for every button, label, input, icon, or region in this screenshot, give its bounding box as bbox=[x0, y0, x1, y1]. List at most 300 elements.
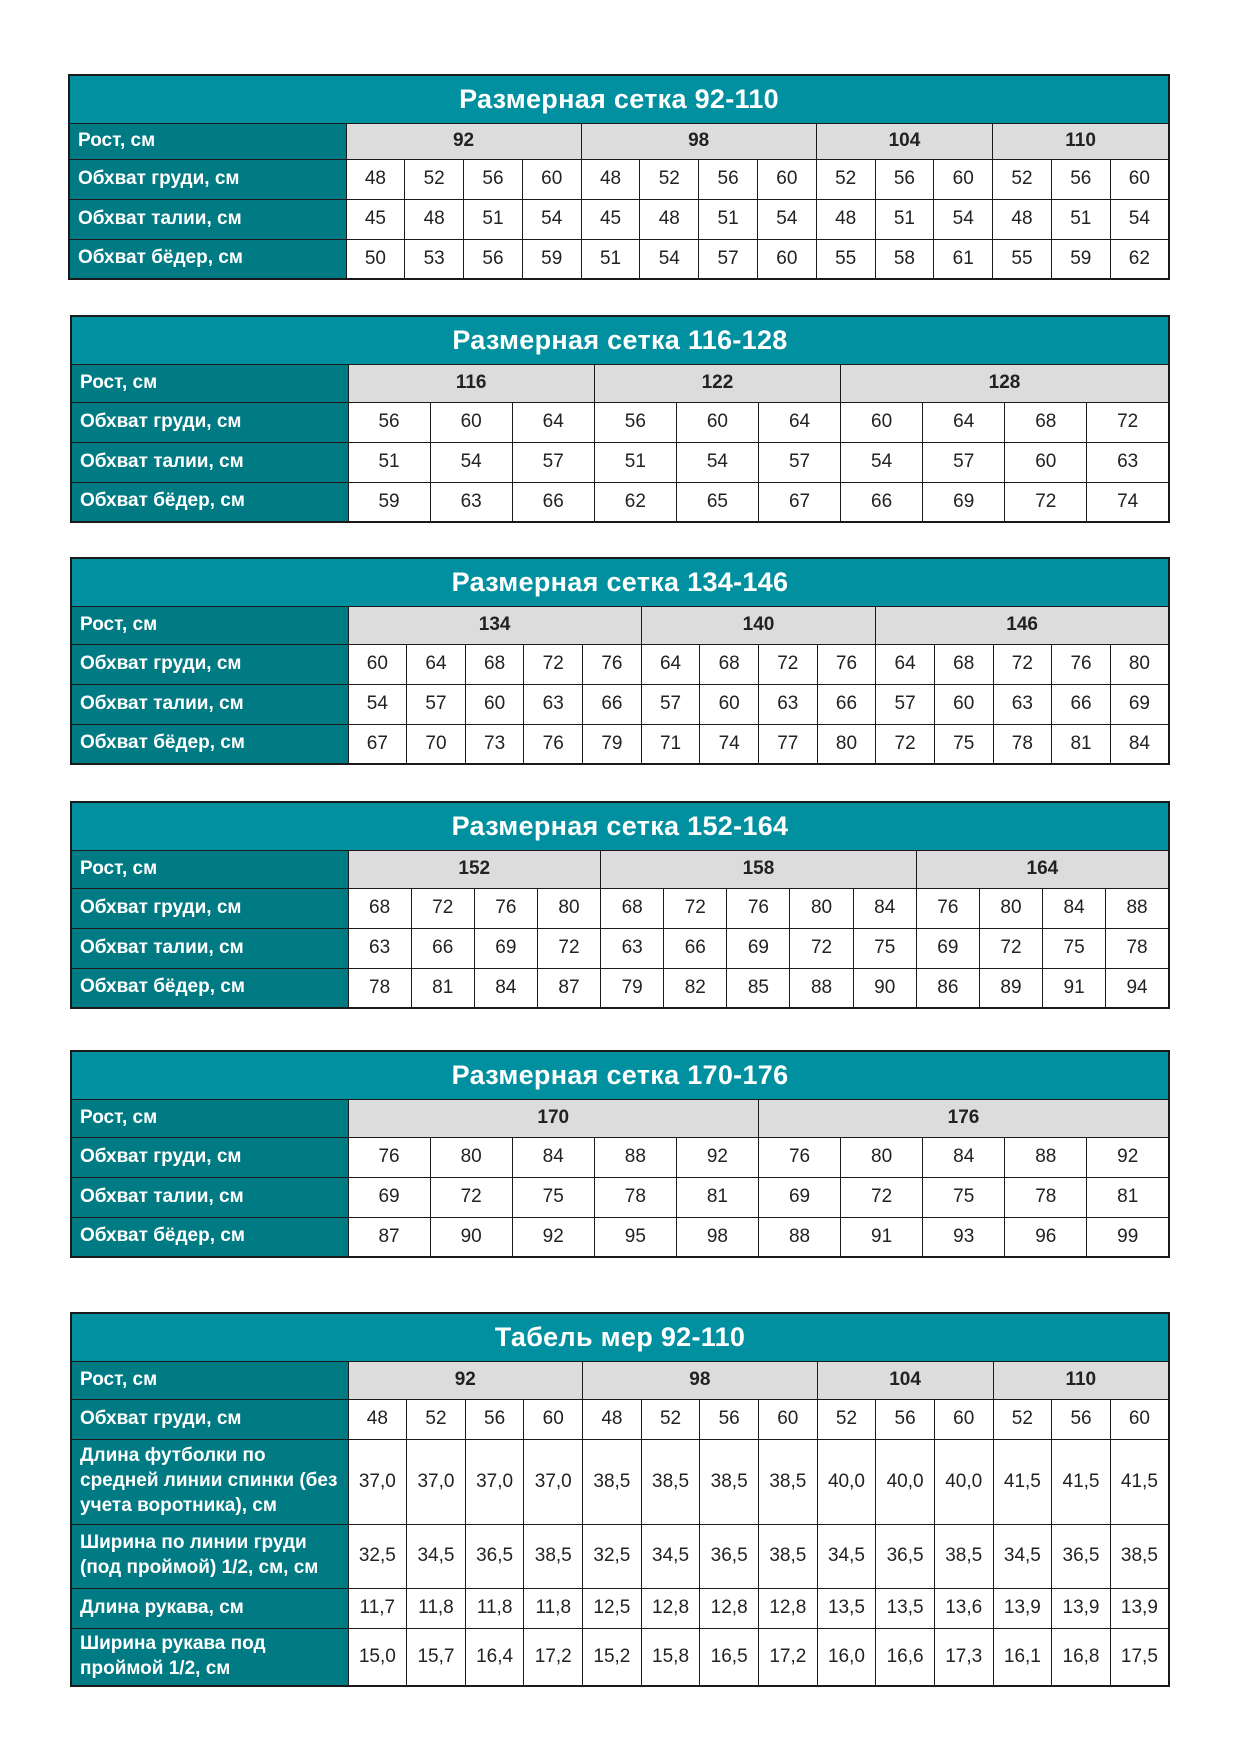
measurement-cell: 90 bbox=[430, 1217, 512, 1257]
measurement-cell: 54 bbox=[430, 442, 512, 482]
row-label: Обхват груди, см bbox=[69, 159, 346, 199]
measurement-cell: 38,5 bbox=[758, 1524, 817, 1588]
measurement-cell: 54 bbox=[1110, 199, 1169, 239]
measurement-cell: 63 bbox=[524, 684, 583, 724]
table-row bbox=[71, 1099, 1169, 1137]
measurement-cell: 56 bbox=[465, 1399, 524, 1439]
measurement-cell: 37,0 bbox=[524, 1439, 583, 1524]
measurement-cell: 60 bbox=[700, 684, 759, 724]
measurement-cell: 48 bbox=[346, 159, 405, 199]
measurement-cell: 38,5 bbox=[934, 1524, 993, 1588]
measurement-cell: 68 bbox=[348, 888, 411, 928]
measurement-cell: 54 bbox=[676, 442, 758, 482]
table-title: Размерная сетка 92-110 bbox=[69, 75, 1169, 123]
table-title: Размерная сетка 116-128 bbox=[71, 316, 1169, 364]
row-label: Рост, см bbox=[71, 1099, 348, 1137]
table-row bbox=[69, 123, 1169, 159]
measurement-cell: 77 bbox=[758, 724, 817, 764]
measurement-cell: 63 bbox=[758, 684, 817, 724]
measurement-cell: 67 bbox=[348, 724, 407, 764]
measurement-cell: 76 bbox=[916, 888, 979, 928]
measurement-cell: 78 bbox=[1106, 928, 1169, 968]
measurement-cell: 75 bbox=[853, 928, 916, 968]
height-header: 134 bbox=[348, 606, 641, 644]
measurement-cell: 84 bbox=[474, 968, 537, 1008]
measurement-cell: 88 bbox=[1106, 888, 1169, 928]
measurement-cell: 69 bbox=[916, 928, 979, 968]
measurement-cell: 88 bbox=[790, 968, 853, 1008]
measurement-cell: 36,5 bbox=[465, 1524, 524, 1588]
row-label: Ширина по линии груди (под проймой) 1/2, см, см bbox=[71, 1524, 348, 1588]
measurement-cell: 79 bbox=[583, 724, 642, 764]
measurement-cell: 57 bbox=[407, 684, 466, 724]
measurement-cell: 53 bbox=[405, 239, 464, 279]
measurement-cell: 60 bbox=[430, 402, 512, 442]
measurement-cell: 12,8 bbox=[758, 1588, 817, 1628]
measurement-cell: 66 bbox=[411, 928, 474, 968]
measurement-cell: 17,5 bbox=[1110, 1628, 1169, 1686]
measurement-cell: 37,0 bbox=[348, 1439, 407, 1524]
measurement-cell: 12,5 bbox=[583, 1588, 642, 1628]
measurement-cell: 32,5 bbox=[583, 1524, 642, 1588]
measurement-cell: 66 bbox=[512, 482, 594, 522]
measurement-cell: 84 bbox=[853, 888, 916, 928]
measurement-cell: 56 bbox=[1052, 1399, 1111, 1439]
measurement-cell: 11,8 bbox=[407, 1588, 466, 1628]
table-title: Размерная сетка 170-176 bbox=[71, 1051, 1169, 1099]
measurement-cell: 61 bbox=[934, 239, 993, 279]
measurement-cell: 15,2 bbox=[583, 1628, 642, 1686]
measurement-cell: 52 bbox=[816, 159, 875, 199]
measurement-cell: 37,0 bbox=[465, 1439, 524, 1524]
measurement-cell: 88 bbox=[1005, 1137, 1087, 1177]
measurement-cell: 72 bbox=[537, 928, 600, 968]
measurement-cell: 38,5 bbox=[583, 1439, 642, 1524]
measurement-cell: 54 bbox=[522, 199, 581, 239]
measurement-cell: 52 bbox=[640, 159, 699, 199]
measurement-cell: 52 bbox=[817, 1399, 876, 1439]
measurement-cell: 13,9 bbox=[1110, 1588, 1169, 1628]
measurement-cell: 72 bbox=[524, 644, 583, 684]
measurement-cell: 48 bbox=[816, 199, 875, 239]
measurement-cell: 68 bbox=[700, 644, 759, 684]
measurement-cell: 51 bbox=[464, 199, 523, 239]
measurement-cell: 69 bbox=[727, 928, 790, 968]
row-label: Рост, см bbox=[71, 606, 348, 644]
measurement-cell: 93 bbox=[923, 1217, 1005, 1257]
table-row bbox=[71, 402, 1169, 442]
measurement-cell: 54 bbox=[841, 442, 923, 482]
height-header: 170 bbox=[348, 1099, 758, 1137]
table-row bbox=[71, 928, 1169, 968]
measurement-cell: 15,8 bbox=[641, 1628, 700, 1686]
height-header: 140 bbox=[641, 606, 876, 644]
measurement-cell: 34,5 bbox=[407, 1524, 466, 1588]
measurement-cell: 91 bbox=[841, 1217, 923, 1257]
measurement-cell: 51 bbox=[699, 199, 758, 239]
measurement-cell: 80 bbox=[1110, 644, 1169, 684]
measurement-cell: 80 bbox=[790, 888, 853, 928]
measurement-cell: 11,7 bbox=[348, 1588, 407, 1628]
measurement-cell: 72 bbox=[758, 644, 817, 684]
measurement-cell: 64 bbox=[407, 644, 466, 684]
measurement-cell: 92 bbox=[1087, 1137, 1169, 1177]
measurement-cell: 16,1 bbox=[993, 1628, 1052, 1686]
measurement-cell: 51 bbox=[875, 199, 934, 239]
measurement-cell: 63 bbox=[601, 928, 664, 968]
measurement-cell: 76 bbox=[348, 1137, 430, 1177]
measurement-cell: 50 bbox=[346, 239, 405, 279]
measurement-cell: 32,5 bbox=[348, 1524, 407, 1588]
measurement-cell: 81 bbox=[1052, 724, 1111, 764]
row-label: Обхват груди, см bbox=[71, 644, 348, 684]
measurement-cell: 63 bbox=[993, 684, 1052, 724]
measurement-cell: 51 bbox=[1051, 199, 1110, 239]
table-row bbox=[71, 442, 1169, 482]
measurement-cell: 84 bbox=[923, 1137, 1005, 1177]
table-row bbox=[71, 482, 1169, 522]
measurement-cell: 69 bbox=[474, 928, 537, 968]
measurement-cell: 92 bbox=[512, 1217, 594, 1257]
measurement-cell: 64 bbox=[512, 402, 594, 442]
table-row bbox=[69, 239, 1169, 279]
measurement-cell: 52 bbox=[641, 1399, 700, 1439]
height-header: 176 bbox=[758, 1099, 1169, 1137]
measurement-cell: 88 bbox=[594, 1137, 676, 1177]
measurement-cell: 15,0 bbox=[348, 1628, 407, 1686]
measurement-cell: 12,8 bbox=[641, 1588, 700, 1628]
measurement-cell: 81 bbox=[676, 1177, 758, 1217]
measurement-cell: 69 bbox=[923, 482, 1005, 522]
measurement-cell: 64 bbox=[758, 402, 840, 442]
size-table-1 bbox=[68, 74, 1170, 280]
measurement-cell: 56 bbox=[464, 159, 523, 199]
measurement-cell: 72 bbox=[790, 928, 853, 968]
measurement-cell: 68 bbox=[601, 888, 664, 928]
measurement-cell: 66 bbox=[583, 684, 642, 724]
height-header: 92 bbox=[348, 1361, 583, 1399]
measurement-cell: 11,8 bbox=[465, 1588, 524, 1628]
measurement-cell: 16,0 bbox=[817, 1628, 876, 1686]
table-row bbox=[71, 1177, 1169, 1217]
measurement-cell: 86 bbox=[916, 968, 979, 1008]
measurement-cell: 56 bbox=[699, 159, 758, 199]
measurement-cell: 17,2 bbox=[524, 1628, 583, 1686]
measurement-cell: 64 bbox=[923, 402, 1005, 442]
measurement-cell: 52 bbox=[405, 159, 464, 199]
row-label: Обхват груди, см bbox=[71, 888, 348, 928]
table-row bbox=[71, 1439, 1169, 1524]
measurement-cell: 16,4 bbox=[465, 1628, 524, 1686]
measurement-cell: 11,8 bbox=[524, 1588, 583, 1628]
measurement-cell: 56 bbox=[700, 1399, 759, 1439]
measurement-cell: 16,8 bbox=[1052, 1628, 1111, 1686]
measurement-cell: 62 bbox=[594, 482, 676, 522]
table-row bbox=[71, 1524, 1169, 1588]
measurement-cell: 57 bbox=[923, 442, 1005, 482]
measurement-cell: 34,5 bbox=[817, 1524, 876, 1588]
measurement-cell: 48 bbox=[405, 199, 464, 239]
measurement-cell: 76 bbox=[583, 644, 642, 684]
height-header: 122 bbox=[594, 364, 840, 402]
measurement-cell: 36,5 bbox=[1052, 1524, 1111, 1588]
table-title: Размерная сетка 134-146 bbox=[71, 558, 1169, 606]
measurement-cell: 38,5 bbox=[524, 1524, 583, 1588]
measurement-cell: 38,5 bbox=[758, 1439, 817, 1524]
measurement-cell: 72 bbox=[430, 1177, 512, 1217]
height-header: 98 bbox=[583, 1361, 818, 1399]
measurement-cell: 78 bbox=[348, 968, 411, 1008]
row-label: Рост, см bbox=[71, 364, 348, 402]
measurement-cell: 60 bbox=[934, 1399, 993, 1439]
measurement-cell: 41,5 bbox=[1110, 1439, 1169, 1524]
measurement-cell: 87 bbox=[537, 968, 600, 1008]
measurement-cell: 60 bbox=[524, 1399, 583, 1439]
measurement-cell: 55 bbox=[816, 239, 875, 279]
measurement-cell: 52 bbox=[993, 159, 1052, 199]
measurement-cell: 40,0 bbox=[876, 1439, 935, 1524]
row-label: Обхват талии, см bbox=[71, 684, 348, 724]
measurement-cell: 60 bbox=[465, 684, 524, 724]
measurement-cell: 60 bbox=[348, 644, 407, 684]
measurement-cell: 13,6 bbox=[934, 1588, 993, 1628]
measurement-cell: 64 bbox=[876, 644, 935, 684]
measurement-cell: 13,9 bbox=[1052, 1588, 1111, 1628]
row-label: Обхват бёдер, см bbox=[71, 724, 348, 764]
measurement-cell: 80 bbox=[537, 888, 600, 928]
measurement-cell: 76 bbox=[727, 888, 790, 928]
measurement-cell: 57 bbox=[758, 442, 840, 482]
measurement-cell: 38,5 bbox=[641, 1439, 700, 1524]
measurement-cell: 76 bbox=[817, 644, 876, 684]
table-row bbox=[71, 888, 1169, 928]
measurement-cell: 56 bbox=[875, 159, 934, 199]
measurement-cell: 80 bbox=[817, 724, 876, 764]
measurement-cell: 58 bbox=[875, 239, 934, 279]
measurement-cell: 34,5 bbox=[993, 1524, 1052, 1588]
table-row bbox=[71, 1217, 1169, 1257]
measurement-cell: 60 bbox=[757, 159, 816, 199]
measurement-cell: 69 bbox=[1110, 684, 1169, 724]
measurement-cell: 85 bbox=[727, 968, 790, 1008]
row-label: Длина футболки по средней линии спинки (без учета воротника), см bbox=[71, 1439, 348, 1524]
row-label: Рост, см bbox=[71, 1361, 348, 1399]
table-row bbox=[71, 684, 1169, 724]
measurement-cell: 37,0 bbox=[407, 1439, 466, 1524]
measurement-cell: 48 bbox=[583, 1399, 642, 1439]
table-title: Табель мер 92-110 bbox=[71, 1313, 1169, 1361]
size-table-6 bbox=[70, 1312, 1170, 1687]
table-row bbox=[71, 850, 1169, 888]
row-label: Обхват талии, см bbox=[71, 928, 348, 968]
measurement-cell: 60 bbox=[934, 684, 993, 724]
measurement-cell: 13,5 bbox=[817, 1588, 876, 1628]
measurement-cell: 74 bbox=[700, 724, 759, 764]
measurement-cell: 57 bbox=[876, 684, 935, 724]
measurement-cell: 76 bbox=[758, 1137, 840, 1177]
height-header: 152 bbox=[348, 850, 601, 888]
measurement-cell: 71 bbox=[641, 724, 700, 764]
row-label: Обхват талии, см bbox=[69, 199, 346, 239]
table-row bbox=[71, 1137, 1169, 1177]
row-label: Обхват бёдер, см bbox=[71, 482, 348, 522]
measurement-cell: 45 bbox=[581, 199, 640, 239]
measurement-cell: 72 bbox=[979, 928, 1042, 968]
row-label: Обхват талии, см bbox=[71, 442, 348, 482]
measurement-cell: 51 bbox=[581, 239, 640, 279]
measurement-cell: 68 bbox=[1005, 402, 1087, 442]
measurement-cell: 40,0 bbox=[817, 1439, 876, 1524]
measurement-cell: 48 bbox=[993, 199, 1052, 239]
measurement-cell: 78 bbox=[993, 724, 1052, 764]
measurement-cell: 13,9 bbox=[993, 1588, 1052, 1628]
table-row bbox=[71, 1361, 1169, 1399]
table-row bbox=[71, 968, 1169, 1008]
measurement-cell: 75 bbox=[934, 724, 993, 764]
measurement-cell: 16,6 bbox=[876, 1628, 935, 1686]
measurement-cell: 12,8 bbox=[700, 1588, 759, 1628]
measurement-cell: 57 bbox=[512, 442, 594, 482]
measurement-cell: 72 bbox=[411, 888, 474, 928]
measurement-cell: 68 bbox=[934, 644, 993, 684]
measurement-cell: 60 bbox=[1110, 159, 1169, 199]
measurement-cell: 64 bbox=[641, 644, 700, 684]
row-label: Обхват груди, см bbox=[71, 402, 348, 442]
measurement-cell: 69 bbox=[348, 1177, 430, 1217]
measurement-cell: 56 bbox=[348, 402, 430, 442]
measurement-cell: 88 bbox=[758, 1217, 840, 1257]
measurement-cell: 72 bbox=[664, 888, 727, 928]
row-label: Рост, см bbox=[71, 850, 348, 888]
measurement-cell: 67 bbox=[758, 482, 840, 522]
table-row bbox=[71, 724, 1169, 764]
row-label: Обхват талии, см bbox=[71, 1177, 348, 1217]
measurement-cell: 56 bbox=[1051, 159, 1110, 199]
measurement-cell: 68 bbox=[465, 644, 524, 684]
measurement-cell: 91 bbox=[1043, 968, 1106, 1008]
measurement-cell: 78 bbox=[1005, 1177, 1087, 1217]
row-label: Обхват бёдер, см bbox=[71, 1217, 348, 1257]
measurement-cell: 70 bbox=[407, 724, 466, 764]
measurement-cell: 94 bbox=[1106, 968, 1169, 1008]
measurement-cell: 66 bbox=[817, 684, 876, 724]
measurement-cell: 80 bbox=[841, 1137, 923, 1177]
measurement-cell: 59 bbox=[522, 239, 581, 279]
row-label: Обхват бёдер, см bbox=[71, 968, 348, 1008]
height-header: 116 bbox=[348, 364, 594, 402]
measurement-cell: 66 bbox=[841, 482, 923, 522]
measurement-cell: 74 bbox=[1087, 482, 1169, 522]
height-header: 128 bbox=[841, 364, 1169, 402]
height-header: 110 bbox=[993, 1361, 1169, 1399]
measurement-cell: 72 bbox=[841, 1177, 923, 1217]
size-table-2 bbox=[70, 315, 1170, 523]
measurement-cell: 57 bbox=[699, 239, 758, 279]
measurement-cell: 51 bbox=[348, 442, 430, 482]
table-row bbox=[69, 159, 1169, 199]
measurement-cell: 72 bbox=[1087, 402, 1169, 442]
measurement-cell: 84 bbox=[1043, 888, 1106, 928]
measurement-cell: 60 bbox=[676, 402, 758, 442]
measurement-cell: 51 bbox=[594, 442, 676, 482]
measurement-cell: 48 bbox=[581, 159, 640, 199]
measurement-cell: 66 bbox=[1052, 684, 1111, 724]
measurement-cell: 76 bbox=[474, 888, 537, 928]
measurement-cell: 60 bbox=[841, 402, 923, 442]
height-header: 98 bbox=[581, 123, 816, 159]
measurement-cell: 80 bbox=[979, 888, 1042, 928]
measurement-cell: 41,5 bbox=[993, 1439, 1052, 1524]
measurement-cell: 36,5 bbox=[700, 1524, 759, 1588]
measurement-cell: 79 bbox=[601, 968, 664, 1008]
measurement-cell: 73 bbox=[465, 724, 524, 764]
measurement-cell: 65 bbox=[676, 482, 758, 522]
measurement-cell: 48 bbox=[640, 199, 699, 239]
row-label: Обхват груди, см bbox=[71, 1137, 348, 1177]
row-label: Рост, см bbox=[69, 123, 346, 159]
measurement-cell: 56 bbox=[594, 402, 676, 442]
measurement-cell: 75 bbox=[1043, 928, 1106, 968]
measurement-cell: 96 bbox=[1005, 1217, 1087, 1257]
measurement-cell: 99 bbox=[1087, 1217, 1169, 1257]
height-header: 158 bbox=[601, 850, 917, 888]
measurement-cell: 17,3 bbox=[934, 1628, 993, 1686]
measurement-cell: 81 bbox=[1087, 1177, 1169, 1217]
measurement-cell: 62 bbox=[1110, 239, 1169, 279]
measurement-cell: 13,5 bbox=[876, 1588, 935, 1628]
measurement-cell: 60 bbox=[1005, 442, 1087, 482]
row-label: Длина рукава, см bbox=[71, 1588, 348, 1628]
measurement-cell: 89 bbox=[979, 968, 1042, 1008]
measurement-cell: 54 bbox=[757, 199, 816, 239]
table-title: Размерная сетка 152-164 bbox=[71, 802, 1169, 850]
measurement-cell: 60 bbox=[758, 1399, 817, 1439]
measurement-cell: 48 bbox=[348, 1399, 407, 1439]
measurement-cell: 81 bbox=[411, 968, 474, 1008]
size-table-3 bbox=[70, 557, 1170, 765]
measurement-cell: 54 bbox=[934, 199, 993, 239]
measurement-cell: 63 bbox=[1087, 442, 1169, 482]
measurement-cell: 41,5 bbox=[1052, 1439, 1111, 1524]
measurement-cell: 84 bbox=[1110, 724, 1169, 764]
measurement-cell: 52 bbox=[407, 1399, 466, 1439]
measurement-cell: 90 bbox=[853, 968, 916, 1008]
measurement-cell: 60 bbox=[934, 159, 993, 199]
measurement-cell: 54 bbox=[640, 239, 699, 279]
measurement-cell: 38,5 bbox=[700, 1439, 759, 1524]
height-header: 146 bbox=[876, 606, 1169, 644]
height-header: 104 bbox=[817, 1361, 993, 1399]
table-row bbox=[71, 364, 1169, 402]
measurement-cell: 56 bbox=[464, 239, 523, 279]
measurement-cell: 72 bbox=[876, 724, 935, 764]
height-header: 92 bbox=[346, 123, 581, 159]
measurement-cell: 59 bbox=[348, 482, 430, 522]
measurement-cell: 34,5 bbox=[641, 1524, 700, 1588]
height-header: 164 bbox=[916, 850, 1169, 888]
measurement-cell: 59 bbox=[1051, 239, 1110, 279]
table-row bbox=[71, 1399, 1169, 1439]
measurement-cell: 84 bbox=[512, 1137, 594, 1177]
measurement-cell: 75 bbox=[923, 1177, 1005, 1217]
size-table-5 bbox=[70, 1050, 1170, 1258]
measurement-cell: 55 bbox=[993, 239, 1052, 279]
measurement-cell: 66 bbox=[664, 928, 727, 968]
height-header: 104 bbox=[816, 123, 992, 159]
measurement-cell: 82 bbox=[664, 968, 727, 1008]
table-row bbox=[71, 1588, 1169, 1628]
height-header: 110 bbox=[993, 123, 1169, 159]
